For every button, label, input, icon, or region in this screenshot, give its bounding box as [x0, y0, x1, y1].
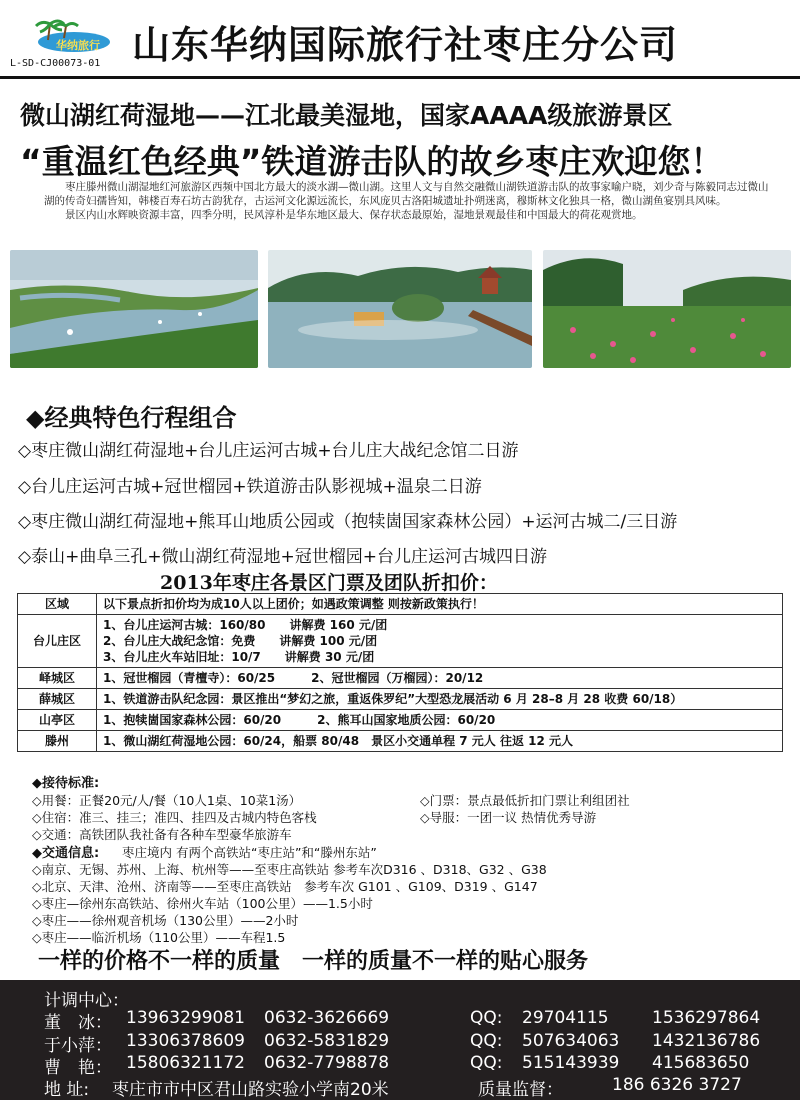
service-hotel: ◇住宿：准三、挂三；准四、挂四及古城内特色客栈 [32, 810, 317, 825]
route-item: ◇泰山+曲阜三孔+微山湖红荷湿地+冠世榴园+台儿庄运河古城四日游 [18, 547, 548, 567]
contact-title: 计调中心： [44, 991, 129, 1011]
route-item: ◇枣庄微山湖红荷湿地+熊耳山地质公园或（抱犊崮国家森林公园）+运河古城二/三日游 [18, 512, 678, 532]
contact-phone: 0632-7798878 [264, 1053, 390, 1073]
itinerary-section-title: ◆经典特色行程组合 [26, 404, 237, 432]
service-title: ◆接待标准: [32, 776, 100, 791]
headline-wetland: 微山湖红荷湿地——江北最美湿地，国家AAAA级旅游景区 [20, 101, 673, 130]
address-label: 地 址: [44, 1080, 90, 1100]
price-table-title: 2013年枣庄各景区门票及团队折扣价： [160, 572, 498, 594]
contact-qq-label: QQ: [470, 1053, 503, 1073]
route-item: ◇枣庄微山湖红荷湿地+台儿庄运河古城+台儿庄大战纪念馆二日游 [18, 441, 519, 461]
table-cell-area: 区域 [18, 594, 97, 615]
table-row [18, 710, 783, 731]
price-table [17, 593, 783, 752]
price-line: 3、台儿庄火车站旧址：10/7 讲解费 30 元/团 [103, 650, 375, 664]
contact-qq: 415683650 [652, 1053, 750, 1073]
logo-text: 华纳旅行 [56, 39, 100, 52]
misty-lake-pavilion-photo [268, 250, 532, 368]
service-ticket: ◇门票：景点最低折扣门票让利组团社 [420, 793, 630, 808]
contact-qq: 1536297864 [652, 1008, 761, 1028]
price-line: 2、台儿庄大战纪念馆：免费 讲解费 100 元/团 [103, 634, 378, 648]
contact-panel [0, 980, 800, 1100]
traffic-line: ◇北京、天津、沧州、济南等——至枣庄高铁站 参考车次 G101 、G109、D319 、G147 [32, 879, 538, 894]
table-row [18, 668, 783, 689]
company-name: 山东华纳国际旅行社枣庄分公司 [132, 23, 679, 67]
route-item: ◇台儿庄运河古城+冠世榴园+铁道游击队影视城+温泉二日游 [18, 477, 482, 497]
contact-qq: 507634063 [522, 1031, 620, 1051]
table-row [18, 615, 783, 668]
price-line: 1、微山湖红荷湿地公园：60/24，船票 80/48 景区小交通单程 7 元人 往返 12 元人 [103, 734, 574, 748]
contact-qq: 1432136786 [652, 1031, 761, 1051]
contact-qq: 515143939 [522, 1053, 620, 1073]
contact-qq: 29704115 [522, 1008, 609, 1028]
contact-name: 于小萍： [44, 1036, 112, 1056]
slogan: 一样的价格不一样的质量 一样的质量不一样的贴心服务 [38, 949, 589, 974]
table-cell-area: 峄城区 [18, 668, 97, 689]
supervise-phone: 186 6326 3727 [612, 1075, 742, 1095]
table-cell-prices [97, 710, 783, 731]
intro-text [44, 180, 774, 222]
table-cell-area: 薛城区 [18, 689, 97, 710]
table-cell-note: 以下景点折扣价均为成10人以上团价；如遇政策调整 则按新政策执行！ [97, 594, 783, 615]
traffic-line: ◇枣庄——徐州观音机场（130公里）——2小时 [32, 913, 299, 928]
contact-mobile: 15806321172 [126, 1053, 245, 1073]
table-header-row [18, 594, 783, 615]
price-line: 1、抱犊崮国家森林公园：60/20 2、熊耳山国家地质公园：60/20 [103, 713, 496, 727]
license-code: L-SD-CJ00073-01 [10, 58, 101, 69]
headline-welcome: “重温红色经典”铁道游击队的故乡枣庄欢迎您！ [20, 142, 724, 181]
contact-mobile: 13306378609 [126, 1031, 245, 1051]
supervise-label: 质量监督： [478, 1080, 563, 1100]
contact-qq-label: QQ: [470, 1031, 503, 1051]
intro-paragraph: 枣庄滕州微山湖湿地红河旅游区西频中国北方最大的淡水湖—微山湖。这里人文与自然交融微山湖铁道游击队的故事家喻户晓，刘少奇与陈毅同志过微山湖的传奇妇孺皆知，韩楼百寿石坊古韵犹存，古运河文化源远流长，东风庞贝古洛阳城遗址扑朔迷离，穆斯林文化独具一格，微山湖鱼宴别具风味。 [44, 181, 769, 207]
table-row [18, 689, 783, 710]
table-cell-prices [97, 731, 783, 752]
table-cell-area: 滕州 [18, 731, 97, 752]
contact-name: 曹 艳： [44, 1058, 112, 1078]
intro-paragraph: 景区内山水辉映资源丰富，四季分明，民风淳朴是华东地区最大、保存状态最原始，湿地景观最佳和中国最大的荷花观赏地。 [65, 209, 643, 221]
palm-tree-logo-icon [34, 18, 112, 54]
traffic-line: ◇南京、无锡、苏州、上海、杭州等——至枣庄高铁站 参考车次D316 、D318、G32 、G38 [32, 862, 547, 877]
service-guide: ◇导服：一团一议 热情优秀导游 [420, 810, 597, 825]
price-line: 1、台儿庄运河古城：160/80 讲解费 160 元/团 [103, 618, 388, 632]
table-cell-area: 山亭区 [18, 710, 97, 731]
table-cell-prices [97, 689, 783, 710]
traffic-intro: 枣庄境内 有两个高铁站“枣庄站”和“滕州东站” [122, 845, 377, 860]
service-transport: ◇交通：高铁团队我社备有各种车型豪华旅游车 [32, 827, 292, 842]
lotus-field-photo [543, 250, 791, 368]
price-line: 1、冠世榴园（青檀寺）：60/25 2、冠世榴园（万榴园）：20/12 [103, 671, 484, 685]
contact-mobile: 13963299081 [126, 1008, 245, 1028]
table-cell-area: 台儿庄区 [18, 615, 97, 668]
contact-phone: 0632-3626669 [264, 1008, 390, 1028]
traffic-line: ◇枣庄—徐州东高铁站、徐州火车站（100公里）——1.5小时 [32, 896, 373, 911]
traffic-line: ◇枣庄——临沂机场（110公里）——车程1.5 [32, 930, 286, 945]
wetland-river-photo [10, 250, 258, 368]
contact-phone: 0632-5831829 [264, 1031, 390, 1051]
table-row [18, 731, 783, 752]
contact-qq-label: QQ: [470, 1008, 503, 1028]
header [0, 0, 800, 79]
traffic-title: ◆交通信息: [32, 846, 100, 861]
table-cell-prices [97, 615, 783, 668]
table-cell-prices [97, 668, 783, 689]
price-line: 1、铁道游击队纪念园：景区推出“梦幻之旅，重返侏罗纪”大型恐龙展活动 6 月 28–8 月 28 收费 60/18） [103, 692, 683, 706]
contact-name: 董 冰： [44, 1013, 112, 1033]
address: 枣庄市市中区君山路实验小学南20米 [112, 1080, 389, 1100]
service-meal: ◇用餐：正餐20元/人/餐（10人1桌、10菜1汤） [32, 793, 302, 808]
